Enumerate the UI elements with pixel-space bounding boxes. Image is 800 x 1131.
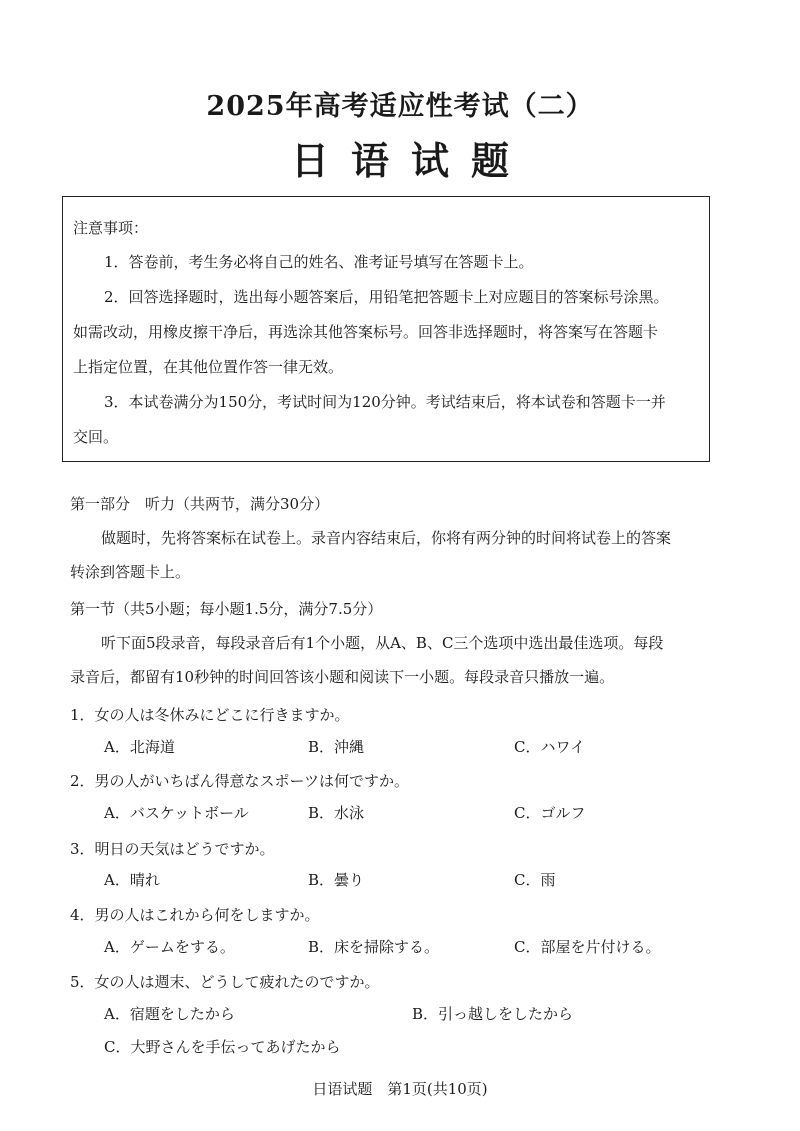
- notice-item: 交回。: [73, 428, 119, 446]
- q2-option-b: B．水泳: [308, 804, 365, 822]
- q5-option-c: C．大野さんを手伝ってあげたから: [104, 1038, 341, 1056]
- exam-title: 2025年高考适应性考试（二）: [206, 91, 594, 122]
- question-4: 4．男の人はこれから何をしますか。: [70, 906, 320, 924]
- section1-block: [70, 592, 730, 694]
- notice-item: 2．回答选择题时，选出每小题答案后，用铅笔把答题卡上对应题目的答案标号涂黑。: [104, 288, 669, 306]
- notice-item: 上指定位置，在其他位置作答一律无效。: [73, 358, 344, 376]
- question-2: 2．男の人がいちばん得意なスポーツは何ですか。: [70, 772, 409, 790]
- notice-heading: 注意事项：: [73, 219, 149, 237]
- q4-option-b: B．床を掃除する。: [308, 938, 440, 956]
- q1-option-c: C．ハワイ: [514, 738, 586, 756]
- q3-option-b: B．曇り: [308, 871, 365, 889]
- part1-heading: 第一部分 听力（共两节，满分30分）: [70, 495, 330, 513]
- question-3: 3．明日の天気はどうですか。: [70, 840, 275, 858]
- q2-option-c: C．ゴルフ: [514, 804, 586, 822]
- q1-option-b: B．沖縄: [308, 738, 365, 756]
- q3-option-a: A．晴れ: [104, 871, 160, 889]
- section1-instruction: 录音后，都留有10秒钟的时间回答该小题和阅读下一小题。每段录音只播放一遍。: [70, 668, 615, 686]
- part1-block: [70, 487, 730, 589]
- part1-instruction: 转涂到答题卡上。: [70, 563, 191, 581]
- subject-title: 日语试题: [290, 138, 531, 183]
- page-footer: 日语试题 第1页(共10页): [312, 1080, 488, 1098]
- notice-item: 1．答卷前，考生务必将自己的姓名、准考证号填写在答题卡上。: [104, 253, 534, 271]
- q1-option-a: A．北海道: [104, 738, 175, 756]
- notice-box: [62, 196, 710, 462]
- section1-instruction: 听下面5段录音，每段录音后有1个小题，从A、B、C三个选项中选出最佳选项。每段: [101, 634, 664, 652]
- q4-option-a: A．ゲームをする。: [104, 938, 235, 956]
- q3-option-c: C．雨: [514, 871, 556, 889]
- q5-option-b: B．引っ越しをしたから: [412, 1005, 574, 1023]
- question-1: 1．女の人は冬休みにどこに行きますか。: [70, 706, 350, 724]
- notice-item: 3．本试卷满分为150分，考试时间为120分钟。考试结束后，将本试卷和答题卡一并: [104, 393, 666, 411]
- question-5: 5．女の人は週末、どうして疲れたのですか。: [70, 973, 380, 991]
- q5-option-a: A．宿題をしたから: [104, 1005, 235, 1023]
- section1-heading: 第一节（共5小题；每小题1.5分，满分7.5分）: [70, 600, 383, 618]
- q2-option-a: A．バスケットボール: [104, 804, 249, 822]
- q4-option-c: C．部屋を片付ける。: [514, 938, 661, 956]
- notice-item: 如需改动，用橡皮擦干净后，再选涂其他答案标号。回答非选择题时，将答案写在答题卡: [73, 323, 659, 341]
- part1-instruction: 做题时，先将答案标在试卷上。录音内容结束后，你将有两分钟的时间将试卷上的答案: [101, 529, 672, 547]
